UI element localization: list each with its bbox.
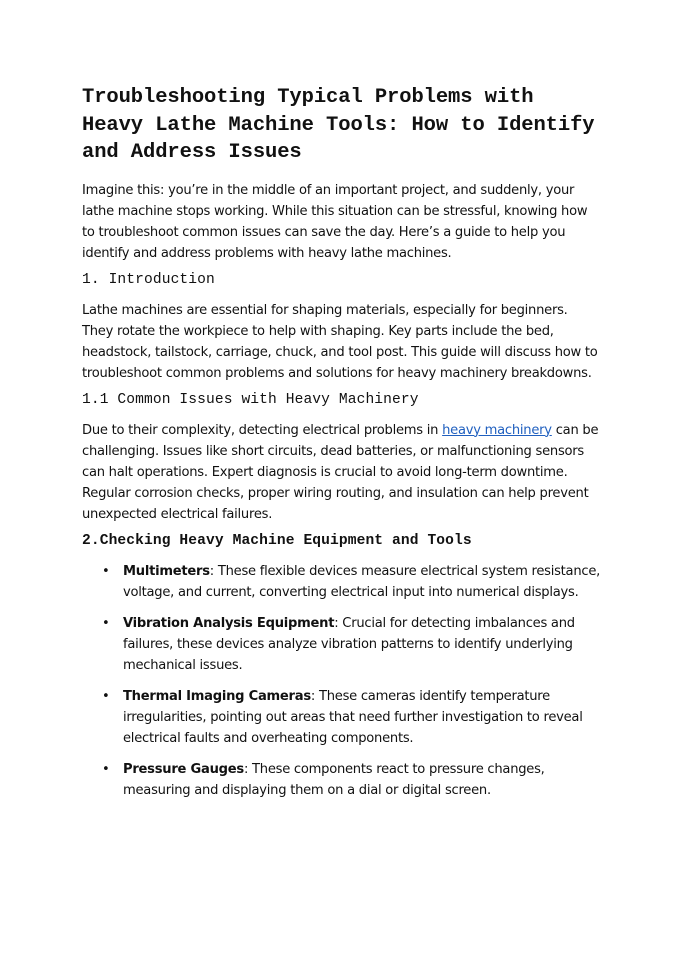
section-heading-common-issues: 1.1 Common Issues with Heavy Machinery xyxy=(82,391,419,408)
list-item-description: : These components react to pressure changes, measuring and displaying them on a dial or digital screen. xyxy=(123,761,545,798)
introduction-paragraph: Lathe machines are essential for shaping materials, especially for beginners. They rotate the workpiece to help with shaping. Key parts include the bed, headstock, tailstock, carriage, chuck, and tool post. This guide will discuss how to troubleshoot common problems and solutions for heavy machinery breakdowns. xyxy=(82,302,598,381)
bullet-icon: • xyxy=(102,615,110,631)
list-item-term: Vibration Analysis Equipment xyxy=(123,615,335,631)
bullet-icon: • xyxy=(102,688,110,704)
bullet-icon: • xyxy=(102,761,110,777)
list-item xyxy=(82,613,602,676)
list-item xyxy=(82,686,602,749)
heavy-machinery-link[interactable]: heavy machinery xyxy=(442,422,552,438)
list-item-term: Multimeters xyxy=(123,563,210,579)
list-item-term: Thermal Imaging Cameras xyxy=(123,688,311,704)
bullet-icon: • xyxy=(102,563,110,579)
list-item-description: : Crucial for detecting imbalances and failures, these devices analyze vibration patterns to identify underlying mechanical issues. xyxy=(123,615,575,673)
list-item xyxy=(82,759,602,801)
common-issues-paragraph xyxy=(82,420,602,525)
list-item-description: : These flexible devices measure electrical system resistance, voltage, and current, converting electrical input into numerical displays. xyxy=(123,563,601,600)
list-item xyxy=(82,561,602,603)
document-page xyxy=(82,84,602,811)
common-issues-text-start: Due to their complexity, detecting electrical problems in xyxy=(82,422,443,438)
equipment-list xyxy=(82,561,602,801)
list-item-term: Pressure Gauges xyxy=(123,761,244,777)
intro-paragraph: Imagine this: you’re in the middle of an important project, and suddenly, your lathe machine stops working. While this situation can be stressful, knowing how to troubleshoot common issues can save the day. Here’s a guide to help you identify and address problems with heavy lathe machines. xyxy=(82,182,588,261)
section-heading-checking-equipment: 2.Checking Heavy Machine Equipment and Tools xyxy=(82,532,472,549)
section-heading-introduction: 1. Introduction xyxy=(82,271,215,288)
list-item-description: : These cameras identify temperature irregularities, pointing out areas that need further investigation to reveal electrical faults and overheating components. xyxy=(123,688,583,746)
common-issues-text-end: can be challenging. Issues like short circuits, dead batteries, or malfunctioning sensors can halt operations. Expert diagnosis is crucial to avoid long-term downtime. Regular corrosion checks, proper wiring routing, and insulation can help prevent unexpected electrical failures. xyxy=(82,422,599,522)
document-title: Troubleshooting Typical Problems with Heavy Lathe Machine Tools: How to Identify and Address Issues xyxy=(82,86,595,164)
